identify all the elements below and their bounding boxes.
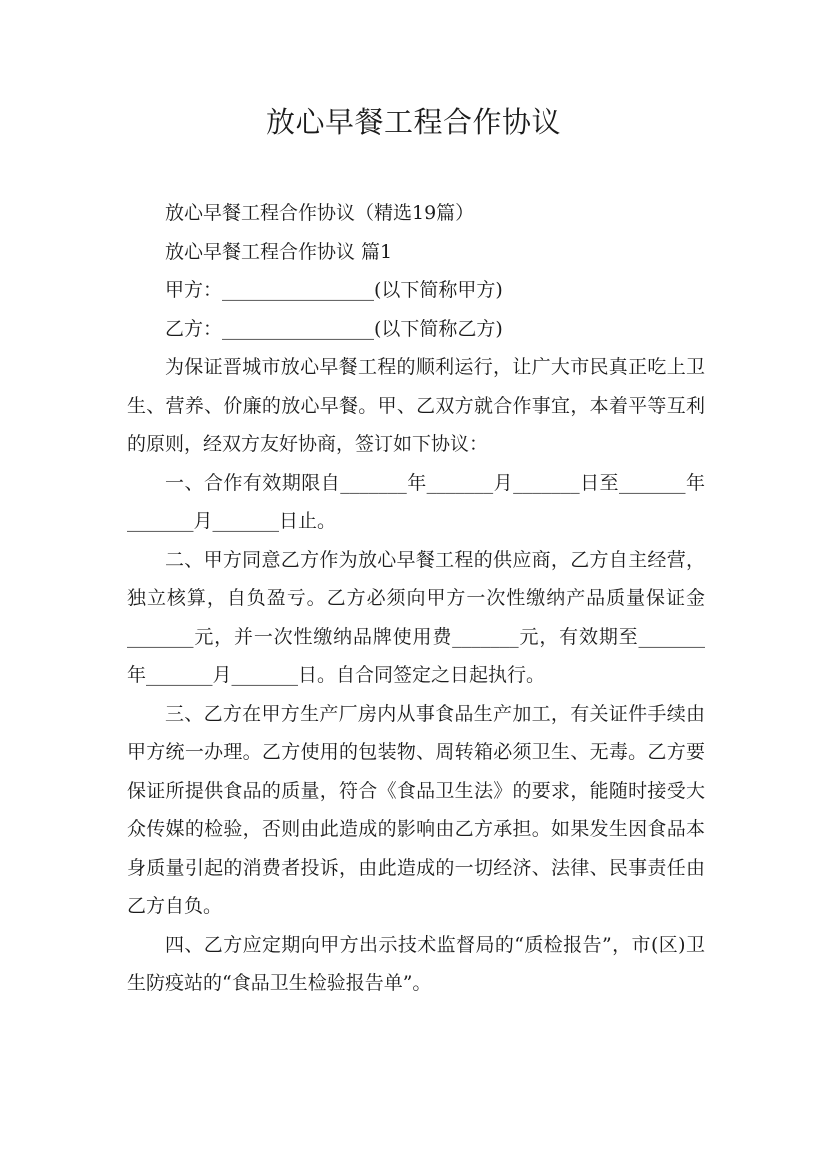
paragraph-clause-3: 三、乙方在甲方生产厂房内从事食品生产加工，有关证件手续由甲方统一办理。乙方使用的包装物、周转箱必须卫生、无毒。乙方要保证所提供食品的质量，符合《食品卫生法》的要求，能随时接受大众传媒的检验，否则由此造成的影响由乙方承担。如果发生因食品本身质量引起的消费者投诉，由此造成的一切经济、法律、民事责任由乙方自负。 (127, 702, 705, 917)
paragraph-preamble: 为保证晋城市放心早餐工程的顺利运行，让广大市民真正吃上卫生、营养、价廉的放心早餐。甲、乙双方就合作事宜，本着平等互利的原则，经双方友好协商，签订如下协议： (127, 356, 705, 455)
paragraph-subtitle: 放心早餐工程合作协议（精选19篇） (165, 202, 475, 224)
paragraph-clause-1: 一、合作有效期限自_______年_______月_______日至_______年_______月_______日止。 (127, 471, 705, 532)
paragraph-clause-2: 二、甲方同意乙方作为放心早餐工程的供应商，乙方自主经营，独立核算，自负盈亏。乙方必须向甲方一次性缴纳产品质量保证金_______元，并一次性缴纳品牌使用费_______元，有效期至_______年_______月_______日。自合同签定之日起执行。 (127, 548, 705, 686)
paragraph-clause-4: 四、乙方应定期向甲方出示技术监督局的“质检报告”，市(区)卫生防疫站的“食品卫生检验报告单”。 (127, 933, 705, 994)
paragraph-party-a: 甲方：________________(以下简称甲方) (165, 279, 503, 301)
paragraph-party-b: 乙方：________________(以下简称乙方) (165, 317, 503, 340)
document-body (127, 194, 705, 1003)
document-title: 放心早餐工程合作协议 (265, 105, 561, 139)
paragraph-section-heading: 放心早餐工程合作协议 篇1 (165, 240, 393, 263)
